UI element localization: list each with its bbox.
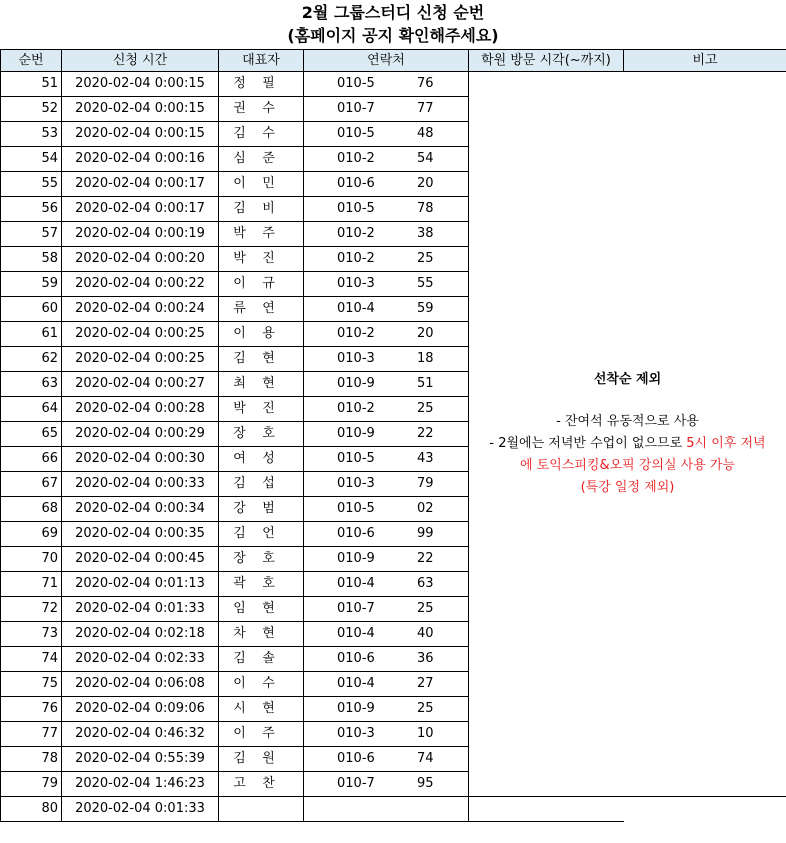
table-row (1, 797, 786, 822)
rep-name-last: 수 (262, 676, 275, 691)
order-cell: 58 (1, 247, 62, 272)
order-cell: 77 (1, 722, 62, 747)
contact-prefix: 010-4 (337, 301, 375, 316)
contact-cell (304, 497, 469, 522)
time-cell: 2020-02-04 0:00:17 (62, 172, 219, 197)
contact-suffix: 22 (417, 551, 434, 566)
rep-cell (219, 122, 304, 147)
contact-prefix: 010-6 (337, 651, 375, 666)
contact-prefix: 010-2 (337, 401, 375, 416)
rep-cell (219, 97, 304, 122)
remark-line-1: - 잔여석 유동적으로 사용 (556, 414, 699, 429)
rep-name-last: 용 (262, 326, 275, 341)
col-header-rep: 대표자 (219, 50, 304, 72)
col-header-note: 비고 (624, 50, 786, 72)
time-cell: 2020-02-04 0:00:33 (62, 472, 219, 497)
rep-cell (219, 597, 304, 622)
contact-suffix: 40 (417, 626, 434, 641)
time-cell: 2020-02-04 0:00:45 (62, 547, 219, 572)
contact-prefix: 010-4 (337, 626, 375, 641)
time-cell: 2020-02-04 0:00:25 (62, 322, 219, 347)
table-row (1, 72, 786, 97)
time-cell: 2020-02-04 0:00:22 (62, 272, 219, 297)
rep-name-first: 임 (233, 601, 246, 616)
contact-suffix: 38 (417, 226, 434, 241)
contact-cell (304, 197, 469, 222)
contact-suffix: 43 (417, 451, 434, 466)
order-cell: 67 (1, 472, 62, 497)
rep-cell (219, 347, 304, 372)
contact-prefix: 010-2 (337, 326, 375, 341)
contact-cell (304, 172, 469, 197)
rep-cell (219, 547, 304, 572)
rep-name-first: 이 (233, 176, 246, 191)
rep-cell (219, 247, 304, 272)
contact-prefix: 010-4 (337, 576, 375, 591)
rep-name-last: 진 (262, 401, 275, 416)
rep-name-first: 강 (233, 501, 246, 516)
rep-name-last: 준 (262, 151, 275, 166)
rep-cell (219, 522, 304, 547)
order-cell: 73 (1, 622, 62, 647)
rep-name-first: 최 (233, 376, 246, 391)
contact-prefix: 010-3 (337, 476, 375, 491)
time-cell: 2020-02-04 0:46:32 (62, 722, 219, 747)
rep-name-last: 현 (262, 351, 275, 366)
time-cell: 2020-02-04 0:00:19 (62, 222, 219, 247)
rep-name-last: 주 (262, 226, 275, 241)
order-cell: 64 (1, 397, 62, 422)
contact-suffix: 95 (417, 776, 434, 791)
order-cell: 52 (1, 97, 62, 122)
time-cell: 2020-02-04 0:01:33 (62, 797, 219, 822)
order-cell: 63 (1, 372, 62, 397)
contact-cell (304, 547, 469, 572)
time-cell: 2020-02-04 0:00:28 (62, 397, 219, 422)
rep-name-first: 심 (233, 151, 246, 166)
rep-name-last: 비 (262, 201, 275, 216)
contact-cell (304, 122, 469, 147)
order-cell: 65 (1, 422, 62, 447)
rep-cell (219, 297, 304, 322)
contact-cell (304, 322, 469, 347)
contact-cell (304, 347, 469, 372)
order-cell: 57 (1, 222, 62, 247)
contact-prefix: 010-9 (337, 551, 375, 566)
rep-name-first: 김 (233, 476, 246, 491)
time-cell: 2020-02-04 0:00:27 (62, 372, 219, 397)
contact-cell (304, 247, 469, 272)
rep-cell (219, 422, 304, 447)
contact-cell (304, 447, 469, 472)
remark-line-3: 에 토익스피킹&오픽 강의실 사용 가능 (519, 458, 736, 473)
time-cell: 2020-02-04 0:09:06 (62, 697, 219, 722)
rep-cell (219, 772, 304, 797)
order-cell: 76 (1, 697, 62, 722)
contact-cell (304, 397, 469, 422)
time-cell: 2020-02-04 0:06:08 (62, 672, 219, 697)
rep-name-last: 현 (262, 626, 275, 641)
rep-name-first: 이 (233, 726, 246, 741)
contact-cell (304, 672, 469, 697)
contact-prefix: 010-9 (337, 701, 375, 716)
remark-line-2 (469, 433, 786, 455)
time-cell: 2020-02-04 0:00:20 (62, 247, 219, 272)
contact-prefix: 010-2 (337, 226, 375, 241)
order-cell: 74 (1, 647, 62, 672)
rep-name-first: 고 (233, 776, 246, 791)
rep-name-last: 수 (262, 126, 275, 141)
contact-cell (304, 147, 469, 172)
order-cell: 55 (1, 172, 62, 197)
time-cell: 2020-02-04 0:00:15 (62, 122, 219, 147)
rep-cell (219, 372, 304, 397)
contact-cell (304, 372, 469, 397)
contact-prefix: 010-7 (337, 776, 375, 791)
contact-cell (304, 722, 469, 747)
contact-suffix: 48 (417, 126, 434, 141)
empty-visit-cell (469, 797, 624, 822)
contact-suffix: 76 (417, 76, 434, 91)
rep-name-first: 김 (233, 126, 246, 141)
contact-prefix: 010-6 (337, 176, 375, 191)
rep-name-first: 김 (233, 526, 246, 541)
order-cell: 70 (1, 547, 62, 572)
contact-cell (304, 97, 469, 122)
order-cell: 61 (1, 322, 62, 347)
rep-cell (219, 697, 304, 722)
contact-suffix: 20 (417, 176, 434, 191)
time-cell: 2020-02-04 0:00:25 (62, 347, 219, 372)
rep-name-first: 이 (233, 276, 246, 291)
contact-prefix: 010-7 (337, 101, 375, 116)
contact-prefix: 010-9 (337, 376, 375, 391)
order-cell: 62 (1, 347, 62, 372)
contact-suffix: 63 (417, 576, 434, 591)
rep-name-last: 현 (262, 601, 275, 616)
contact-suffix: 74 (417, 751, 434, 766)
contact-cell (304, 272, 469, 297)
order-cell: 80 (1, 797, 62, 822)
contact-prefix: 010-5 (337, 201, 375, 216)
contact-prefix: 010-9 (337, 426, 375, 441)
rep-name-last: 원 (262, 751, 275, 766)
time-cell: 2020-02-04 0:00:15 (62, 97, 219, 122)
rep-name-first: 장 (233, 426, 246, 441)
rep-name-first: 곽 (233, 576, 246, 591)
time-cell: 2020-02-04 0:00:29 (62, 422, 219, 447)
rep-name-first: 김 (233, 751, 246, 766)
contact-suffix: 99 (417, 526, 434, 541)
rep-name-last: 호 (262, 576, 275, 591)
contact-prefix: 010-3 (337, 276, 375, 291)
contact-suffix: 22 (417, 426, 434, 441)
time-cell: 2020-02-04 0:01:13 (62, 572, 219, 597)
order-cell: 78 (1, 747, 62, 772)
rep-name-last: 규 (262, 276, 275, 291)
rep-name-last: 찬 (262, 776, 275, 791)
rep-name-last: 솔 (262, 651, 275, 666)
contact-suffix: 20 (417, 326, 434, 341)
order-cell: 68 (1, 497, 62, 522)
rep-cell (219, 197, 304, 222)
order-cell: 51 (1, 72, 62, 97)
table-header-row (1, 50, 786, 72)
col-header-order: 순번 (1, 50, 62, 72)
time-cell: 2020-02-04 0:00:16 (62, 147, 219, 172)
rep-name-first: 시 (233, 701, 246, 716)
contact-suffix: 02 (417, 501, 434, 516)
rep-name-last: 섭 (262, 476, 275, 491)
rep-name-last: 현 (262, 376, 275, 391)
rep-name-last: 언 (262, 526, 275, 541)
rep-name-first: 박 (233, 401, 246, 416)
contact-prefix: 010-5 (337, 501, 375, 516)
contact-cell (304, 697, 469, 722)
rep-name-first: 김 (233, 651, 246, 666)
contact-cell (304, 772, 469, 797)
time-cell: 2020-02-04 0:02:18 (62, 622, 219, 647)
contact-suffix: 51 (417, 376, 434, 391)
contact-cell (304, 72, 469, 97)
rep-name-first: 장 (233, 551, 246, 566)
contact-prefix: 010-5 (337, 126, 375, 141)
remark-title: 선착순 제외 (593, 372, 662, 387)
page-subtitle: (홈페이지 공지 확인해주세요) (287, 26, 499, 45)
remark-cell (469, 72, 786, 797)
time-cell: 2020-02-04 0:01:33 (62, 597, 219, 622)
order-cell: 60 (1, 297, 62, 322)
contact-prefix: 010-7 (337, 601, 375, 616)
rep-name-last: 범 (262, 501, 275, 516)
contact-suffix: 25 (417, 401, 434, 416)
time-cell: 2020-02-04 0:55:39 (62, 747, 219, 772)
rep-cell (219, 447, 304, 472)
time-cell: 2020-02-04 0:00:34 (62, 497, 219, 522)
contact-prefix: 010-2 (337, 151, 375, 166)
contact-prefix: 010-3 (337, 351, 375, 366)
contact-suffix: 77 (417, 101, 434, 116)
time-cell: 2020-02-04 0:02:33 (62, 647, 219, 672)
rep-name-last: 연 (262, 301, 275, 316)
rep-name-first: 차 (233, 626, 246, 641)
rep-cell (219, 472, 304, 497)
contact-cell (304, 747, 469, 772)
order-cell: 54 (1, 147, 62, 172)
rep-name-last: 수 (262, 101, 275, 116)
rep-name-first: 박 (233, 226, 246, 241)
col-header-visit: 학원 방문 시각(~까지) (469, 50, 624, 72)
rep-cell (219, 272, 304, 297)
remark-box (469, 369, 786, 499)
rep-name-last: 호 (262, 551, 275, 566)
contact-suffix: 18 (417, 351, 434, 366)
time-cell: 2020-02-04 0:00:15 (62, 72, 219, 97)
rep-name-last: 현 (262, 701, 275, 716)
contact-suffix: 27 (417, 676, 434, 691)
col-header-contact: 연락처 (304, 50, 469, 72)
contact-cell (304, 572, 469, 597)
rep-cell (219, 72, 304, 97)
rep-cell (219, 147, 304, 172)
order-cell: 79 (1, 772, 62, 797)
contact-prefix: 010-2 (337, 251, 375, 266)
order-cell: 71 (1, 572, 62, 597)
contact-prefix: 010-3 (337, 726, 375, 741)
remark-line-4: (특강 일정 제외) (580, 480, 675, 495)
contact-suffix: 59 (417, 301, 434, 316)
contact-cell (304, 797, 469, 822)
contact-cell (304, 472, 469, 497)
rep-cell (219, 497, 304, 522)
page-title: 2월 그룹스터디 신청 순번 (301, 3, 485, 22)
order-cell: 72 (1, 597, 62, 622)
contact-cell (304, 647, 469, 672)
time-cell: 2020-02-04 0:00:24 (62, 297, 219, 322)
contact-suffix: 25 (417, 251, 434, 266)
order-cell: 66 (1, 447, 62, 472)
time-cell: 2020-02-04 1:46:23 (62, 772, 219, 797)
contact-prefix: 010-6 (337, 526, 375, 541)
contact-prefix: 010-4 (337, 676, 375, 691)
rep-name-first: 김 (233, 201, 246, 216)
time-cell: 2020-02-04 0:00:17 (62, 197, 219, 222)
rep-name-first: 류 (233, 301, 246, 316)
contact-suffix: 54 (417, 151, 434, 166)
rep-name-last: 성 (262, 451, 275, 466)
contact-cell (304, 297, 469, 322)
contact-suffix: 25 (417, 701, 434, 716)
rep-name-last: 진 (262, 251, 275, 266)
rep-cell (219, 222, 304, 247)
rep-cell (219, 572, 304, 597)
rep-name-last: 민 (262, 176, 275, 191)
time-cell: 2020-02-04 0:00:35 (62, 522, 219, 547)
rep-cell (219, 672, 304, 697)
rep-name-first: 이 (233, 326, 246, 341)
contact-cell (304, 622, 469, 647)
contact-cell (304, 522, 469, 547)
contact-prefix: 010-5 (337, 451, 375, 466)
contact-suffix: 55 (417, 276, 434, 291)
contact-suffix: 10 (417, 726, 434, 741)
time-cell: 2020-02-04 0:00:30 (62, 447, 219, 472)
contact-cell (304, 422, 469, 447)
remark-line-2-red: 5시 이후 저녁 (686, 436, 766, 451)
contact-suffix: 79 (417, 476, 434, 491)
contact-prefix: 010-6 (337, 751, 375, 766)
order-cell: 69 (1, 522, 62, 547)
order-cell: 59 (1, 272, 62, 297)
rep-cell (219, 322, 304, 347)
rep-cell (219, 622, 304, 647)
contact-cell (304, 597, 469, 622)
rep-name-last: 호 (262, 426, 275, 441)
rep-cell (219, 722, 304, 747)
remark-line-2-black: - 2월에는 저녁반 수업이 없으므로 (489, 436, 687, 451)
contact-suffix: 36 (417, 651, 434, 666)
rep-name-last: 주 (262, 726, 275, 741)
contact-cell (304, 222, 469, 247)
rep-name-first: 이 (233, 676, 246, 691)
signup-table (0, 49, 786, 822)
col-header-time: 신청 시간 (62, 50, 219, 72)
empty-note-cell (624, 797, 786, 822)
order-cell: 53 (1, 122, 62, 147)
order-cell: 75 (1, 672, 62, 697)
rep-name-last: 필 (262, 76, 275, 91)
rep-cell (219, 172, 304, 197)
contact-prefix: 010-5 (337, 76, 375, 91)
rep-cell (219, 797, 304, 822)
rep-cell (219, 397, 304, 422)
rep-name-first: 여 (233, 451, 246, 466)
rep-name-first: 김 (233, 351, 246, 366)
rep-cell (219, 747, 304, 772)
contact-suffix: 78 (417, 201, 434, 216)
contact-suffix: 25 (417, 601, 434, 616)
rep-name-first: 박 (233, 251, 246, 266)
rep-name-first: 정 (233, 76, 246, 91)
order-cell: 56 (1, 197, 62, 222)
rep-name-first: 권 (233, 101, 246, 116)
rep-cell (219, 647, 304, 672)
